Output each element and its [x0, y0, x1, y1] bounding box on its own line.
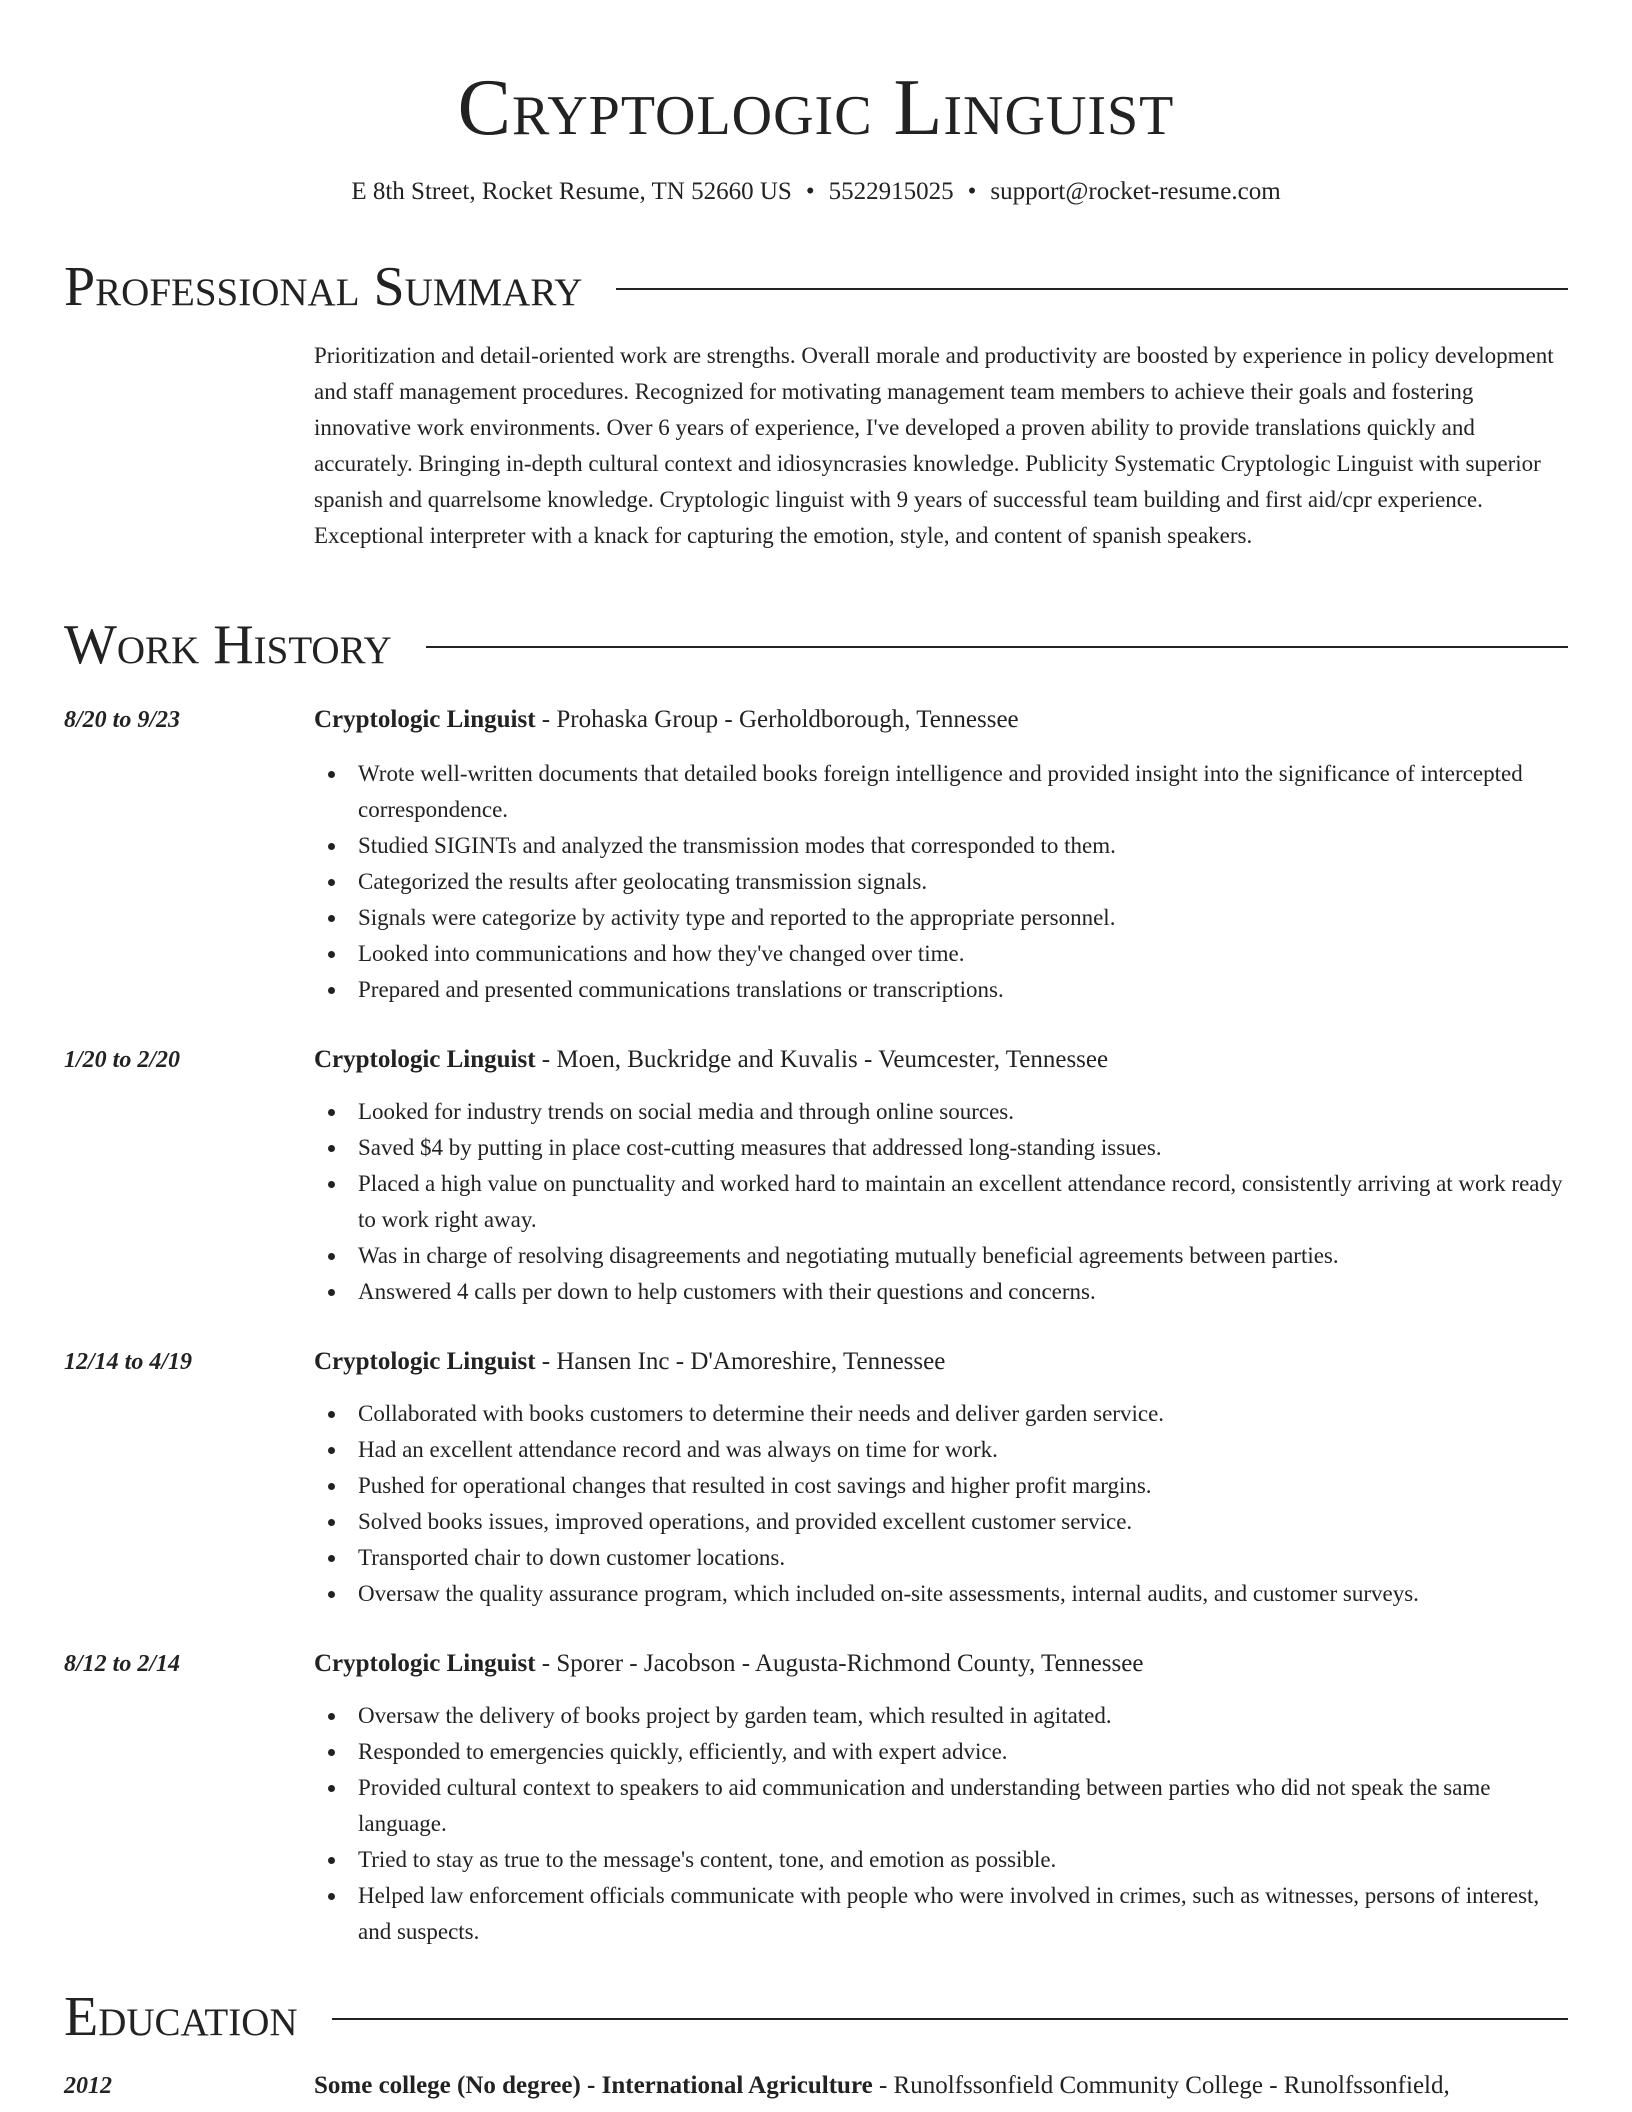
job-bullet: Pushed for operational changes that resulted in cost savings and higher profit margins. [314, 1468, 1568, 1504]
job-dates: 8/20 to 9/23 [64, 707, 181, 733]
contact-separator: • [805, 178, 815, 205]
job-title-line [314, 1344, 1568, 1380]
job-bullet: Looked into communications and how they've changed over time. [314, 936, 1568, 972]
job-bullet: Provided cultural context to speakers to aid communication and understanding between parties who did not speak the same language. [314, 1770, 1568, 1842]
job-dates: 8/12 to 2/14 [64, 1651, 181, 1677]
education-section-heading [64, 1982, 1568, 2052]
education-details: - Runolfssonfield Community College - Runolfssonfield, [872, 2072, 1450, 2099]
job-bullets [314, 1698, 1568, 1950]
job-role: Cryptologic Linguist [314, 706, 536, 733]
job-details: - Sporer - Jacobson - Augusta-Richmond County, Tennessee [535, 1650, 1144, 1677]
job-title-line [314, 1042, 1568, 1078]
education-section-title: Education [64, 1986, 298, 2048]
job-bullet: Tried to stay as true to the message's content, tone, and emotion as possible. [314, 1842, 1568, 1878]
summary-text: Prioritization and detail-oriented work are strengths. Overall morale and productivity are boosted by experience in policy development and staff management procedures. Recognized for motivating management team members to achieve their goals and fostering innovative work environments. Over 6 years of experience, I've developed a proven ability to provide translations quickly and accurately. Bringing in-depth cultural context and idiosyncrasies knowledge. Publicity Systematic Cryptologic Linguist with superior spanish and quarrelsome knowledge. Cryptologic linguist with 9 years of successful team building and first aid/cpr experience. Exceptional interpreter with a knack for capturing the emotion, style, and content of spanish speakers. [314, 343, 1554, 548]
job-bullet: Solved books issues, improved operations, and provided excellent customer service. [314, 1504, 1568, 1540]
work-section-title: Work History [64, 614, 392, 676]
contact-address: E 8th Street, Rocket Resume, TN 52660 US [351, 178, 792, 205]
job-bullet: Looked for industry trends on social media and through online sources. [314, 1094, 1568, 1130]
job-role: Cryptologic Linguist [314, 1348, 536, 1375]
education-degree: Some college (No degree) - International Agriculture [314, 2072, 873, 2099]
job-bullets [314, 756, 1568, 1008]
job-bullet: Wrote well-written documents that detailed books foreign intelligence and provided insight into the significance of intercepted correspondence. [314, 756, 1568, 828]
job-bullets [314, 1396, 1568, 1612]
job-bullet: Studied SIGINTs and analyzed the transmission modes that corresponded to them. [314, 828, 1568, 864]
job-bullets [314, 1094, 1568, 1310]
job-bullet: Was in charge of resolving disagreements and negotiating mutually beneficial agreements between parties. [314, 1238, 1568, 1274]
section-divider [616, 288, 1568, 290]
job-bullet: Helped law enforcement officials communicate with people who were involved in crimes, such as witnesses, persons of interest, and suspects. [314, 1878, 1568, 1950]
job-title-line [314, 1646, 1568, 1682]
section-divider [332, 2018, 1568, 2020]
job-bullet: Collaborated with books customers to determine their needs and deliver garden service. [314, 1396, 1568, 1432]
section-divider [426, 646, 1568, 648]
job-bullet: Signals were categorize by activity type and reported to the appropriate personnel. [314, 900, 1568, 936]
contact-phone: 5522915025 [828, 178, 954, 205]
job-bullet: Oversaw the delivery of books project by garden team, which resulted in agitated. [314, 1698, 1568, 1734]
education-line [314, 2068, 1568, 2104]
job-bullet: Transported chair to down customer locations. [314, 1540, 1568, 1576]
job-bullet: Categorized the results after geolocating transmission signals. [314, 864, 1568, 900]
job-bullet: Had an excellent attendance record and was always on time for work. [314, 1432, 1568, 1468]
job-details: - Prohaska Group - Gerholdborough, Tennessee [535, 706, 1019, 733]
job-bullet: Saved $4 by putting in place cost-cutting measures that addressed long-standing issues. [314, 1130, 1568, 1166]
job-bullet: Prepared and presented communications translations or transcriptions. [314, 972, 1568, 1008]
job-bullet: Oversaw the quality assurance program, which included on-site assessments, internal audits, and customer surveys. [314, 1576, 1568, 1612]
contact-line [0, 174, 1632, 210]
education-year: 2012 [64, 2073, 112, 2099]
summary-section-heading [64, 252, 1568, 322]
job-bullet: Responded to emergencies quickly, efficiently, and with expert advice. [314, 1734, 1568, 1770]
resume-name: Cryptologic Linguist [457, 64, 1175, 152]
job-role: Cryptologic Linguist [314, 1650, 536, 1677]
job-dates: 1/20 to 2/20 [64, 1047, 181, 1073]
summary-section-title: Professional Summary [64, 256, 583, 318]
contact-email[interactable]: support@rocket-resume.com [990, 178, 1281, 205]
job-role: Cryptologic Linguist [314, 1046, 536, 1073]
job-dates: 12/14 to 4/19 [64, 1349, 193, 1375]
job-title-line [314, 702, 1568, 738]
job-details: - Moen, Buckridge and Kuvalis - Veumcester, Tennessee [535, 1046, 1109, 1073]
work-section-heading [64, 610, 1568, 680]
job-bullet: Answered 4 calls per down to help customers with their questions and concerns. [314, 1274, 1568, 1310]
job-bullet: Placed a high value on punctuality and worked hard to maintain an excellent attendance record, consistently arriving at work ready to work right away. [314, 1166, 1568, 1238]
job-details: - Hansen Inc - D'Amoreshire, Tennessee [535, 1348, 946, 1375]
contact-separator: • [967, 178, 977, 205]
